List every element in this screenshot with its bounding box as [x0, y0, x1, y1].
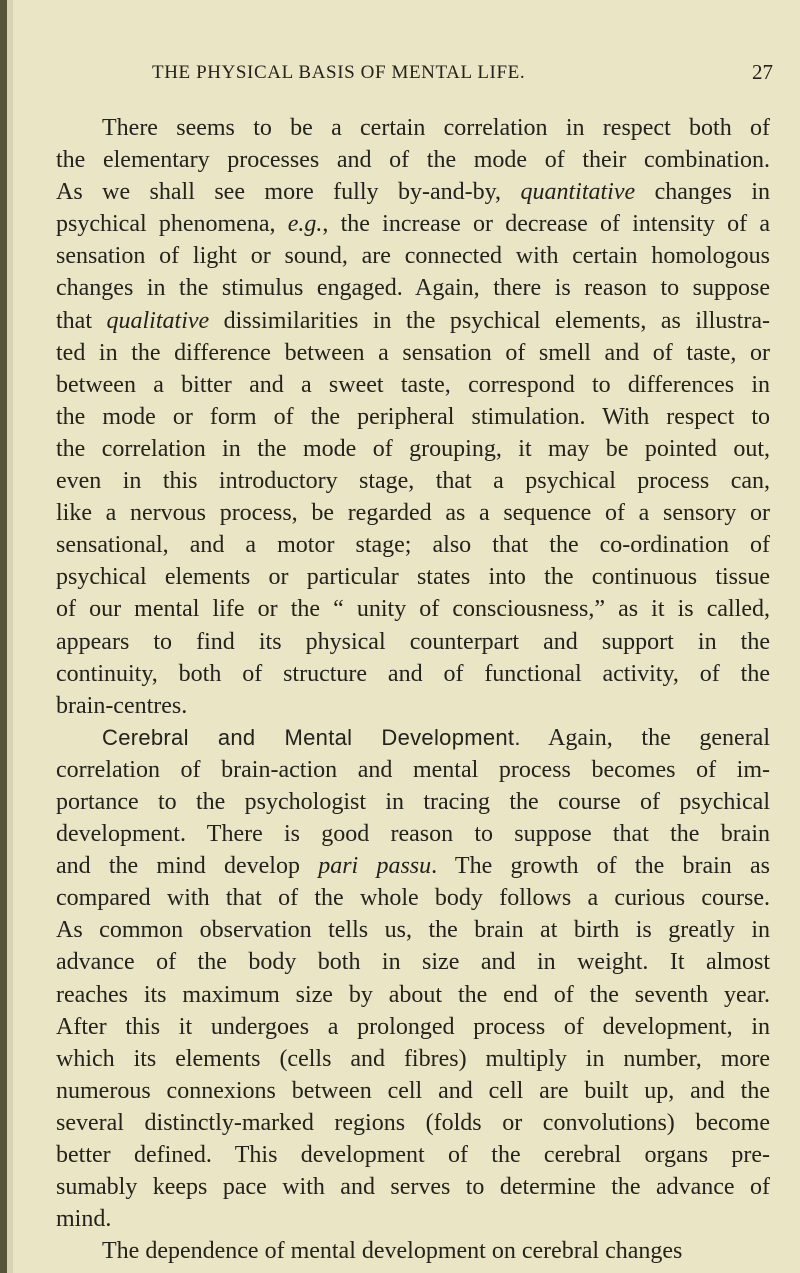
text-run: the elementary processes and of the mode of their combination.: [56, 147, 770, 174]
page-number: 27: [752, 60, 773, 84]
running-title: THE PHYSICAL BASIS OF MENTAL LIFE.: [152, 62, 526, 83]
text-run: several distinctly-marked regions (folds or convolutions) become: [56, 1109, 770, 1136]
text-run: which its elements (cells and fibres) multiply in number, more: [56, 1045, 770, 1072]
text-line: [56, 433, 770, 465]
text-run: compared with that of the whole body follows a curious course.: [56, 885, 770, 912]
text-line: [56, 401, 770, 433]
text-run: correlation of brain-action and mental process becomes of im-: [56, 756, 770, 783]
text-line: [56, 818, 770, 850]
text-line: [56, 1235, 770, 1267]
text-line: [56, 529, 770, 561]
text-line: [56, 786, 770, 818]
text-run: like a nervous process, be regarded as a sequence of a sensory or: [56, 500, 770, 527]
text-run: the mode or form of the peripheral stimulation. With respect to: [56, 403, 770, 430]
book-binding-edge: [0, 0, 7, 1273]
text-line: [56, 1107, 770, 1139]
text-run: appears to find its physical counterpart and support in the: [56, 628, 770, 655]
text-run: the correlation in the mode of grouping, it may be pointed out,: [56, 435, 770, 462]
text-line: [56, 176, 770, 208]
text-run: and the mind develop: [56, 853, 319, 880]
text-line: [56, 337, 770, 369]
text-run: advance of the body both in size and in weight. It almost: [56, 949, 770, 976]
text-line: [56, 369, 770, 401]
text-line: [56, 1043, 770, 1075]
italic-text: pari passu: [318, 853, 432, 880]
text-line: [56, 690, 770, 722]
text-line: [56, 1171, 770, 1203]
text-run: brain-centres.: [56, 692, 188, 719]
text-line: [56, 722, 770, 754]
text-run: sensation of light or sound, are connected with certain homologous: [56, 243, 770, 270]
text-run: reaches its maximum size by about the end of the seventh year.: [56, 981, 770, 1008]
text-run: dissimilarities in the psychical elements, as illustra-: [209, 307, 770, 334]
page-gutter: [7, 0, 13, 1273]
text-line: [56, 914, 770, 946]
italic-text: e.g.: [287, 211, 323, 238]
text-line: [56, 208, 770, 240]
text-run: changes in the stimulus engaged. Again, there is reason to suppose: [56, 275, 770, 302]
text-line: [56, 754, 770, 786]
text-line: [56, 240, 770, 272]
text-run: ted in the difference between a sensation of smell and of taste, or: [56, 339, 770, 366]
text-line: [56, 1203, 770, 1235]
text-run: development. There is good reason to suppose that the brain: [56, 821, 770, 848]
text-line: [56, 561, 770, 593]
text-line: [56, 112, 770, 144]
text-line: [56, 1139, 770, 1171]
text-line: [56, 658, 770, 690]
italic-text: qualitative: [106, 307, 210, 334]
text-run: between a bitter and a sweet taste, correspond to differences in: [56, 371, 770, 398]
text-line: [56, 979, 770, 1011]
italic-text: quantitative: [520, 179, 636, 206]
text-run: of our mental life or the “ unity of consciousness,” as it is called,: [56, 596, 770, 623]
text-run: better defined. This development of the cerebral organs pre-: [56, 1142, 770, 1168]
text-line: [56, 882, 770, 914]
text-run: sensational, and a motor stage; also that the co-ordination of: [56, 532, 770, 559]
text-line: [56, 946, 770, 978]
text-run: sumably keeps pace with and serves to determine the advance of: [56, 1174, 770, 1201]
text-line: [56, 1075, 770, 1107]
text-run: psychical phenomena,: [56, 211, 288, 238]
text-run: As we shall see more fully by-and-by,: [56, 179, 521, 206]
text-line: [56, 272, 770, 304]
text-line: [56, 144, 770, 176]
section-heading: Cerebral and Mental Development.: [102, 724, 521, 750]
text-run: mind.: [56, 1206, 112, 1233]
text-line: [56, 1011, 770, 1043]
text-run: continuity, both of structure and of functional activity, of the: [56, 660, 770, 687]
text-line: [56, 497, 770, 529]
text-run: As common observation tells us, the brain at birth is greatly in: [56, 917, 770, 944]
text-run: Again, the general: [520, 724, 770, 751]
text-line: [56, 305, 770, 337]
text-run: that: [56, 307, 107, 334]
text-line: [56, 593, 770, 625]
text-run: psychical elements or particular states into the continuous tissue: [56, 564, 770, 591]
text-run: . The growth of the brain as: [431, 853, 770, 880]
text-run: The dependence of mental development on cerebral changes: [102, 1238, 683, 1265]
text-run: portance to the psychologist in tracing the course of psychical: [56, 788, 770, 815]
text-run: numerous connexions between cell and cell are built up, and the: [56, 1077, 770, 1104]
text-line: [56, 465, 770, 497]
text-run: changes in: [635, 179, 770, 206]
text-run: There seems to be a certain correlation in respect both of: [102, 115, 770, 141]
text-run: , the increase or decrease of intensity of a: [322, 211, 770, 238]
text-line: [56, 626, 770, 658]
text-run: After this it undergoes a prolonged process of development, in: [56, 1013, 770, 1040]
text-run: even in this introductory stage, that a psychical process can,: [56, 468, 770, 495]
text-line: [56, 850, 770, 882]
page-body: [56, 112, 770, 1267]
